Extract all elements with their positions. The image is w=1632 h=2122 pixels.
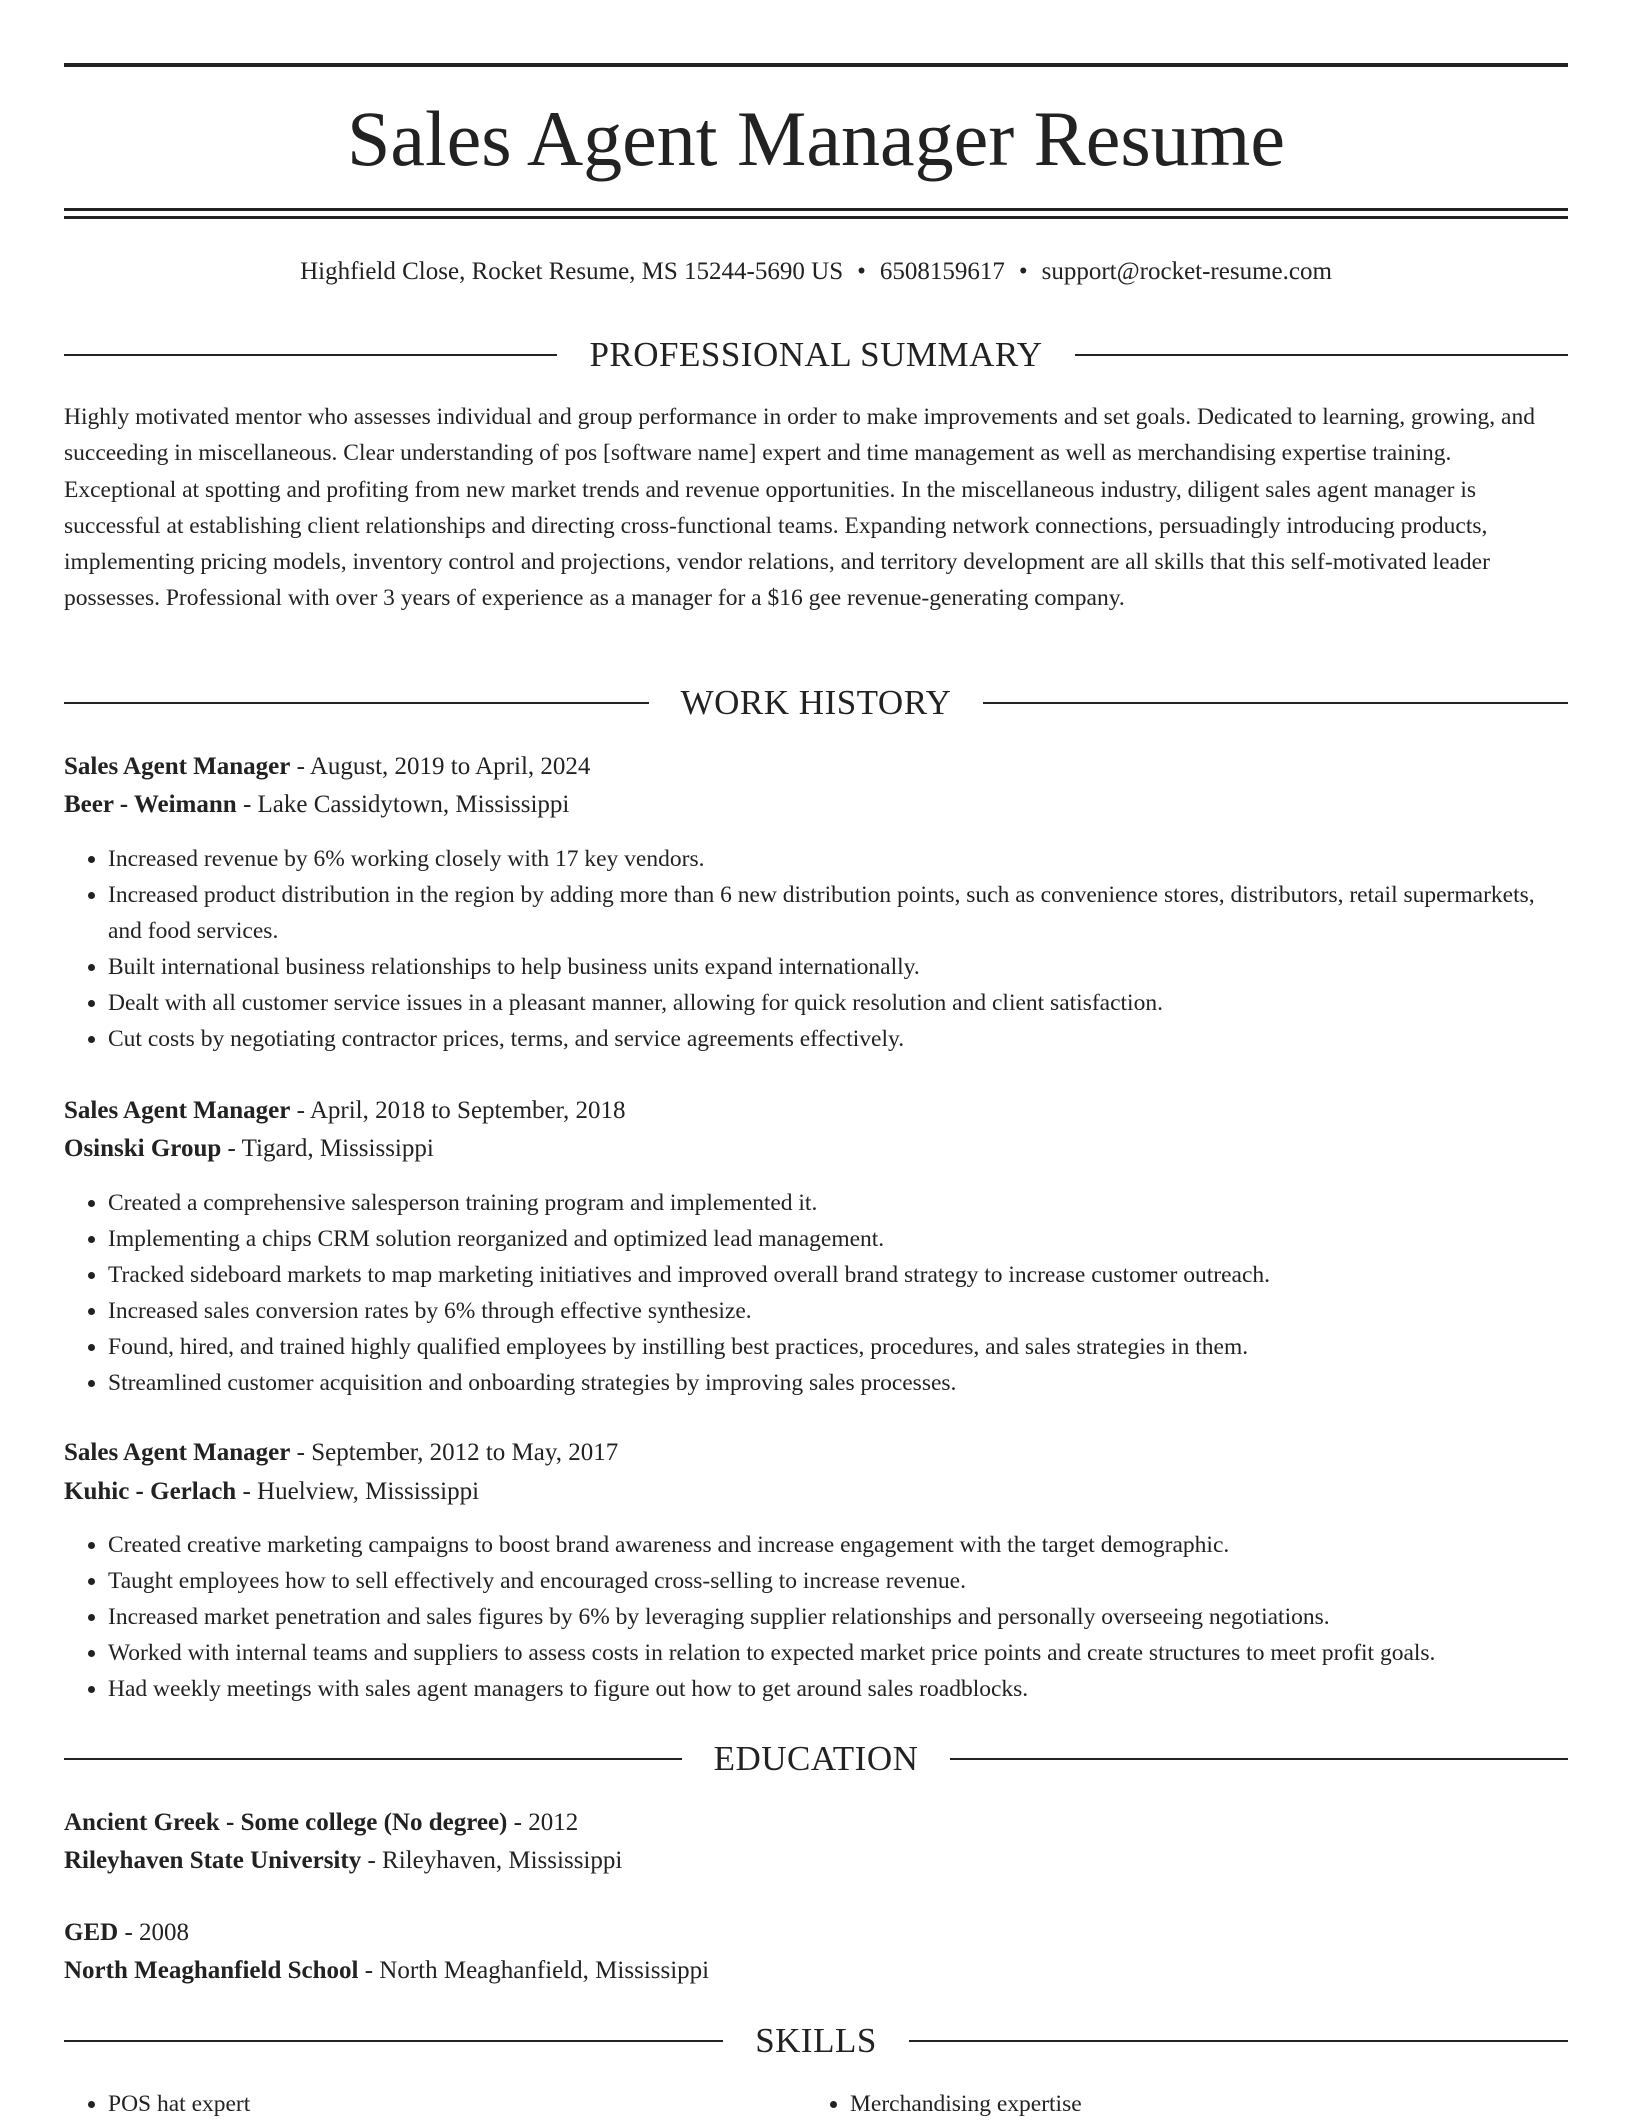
education-degree: Ancient Greek - Some college (No degree) xyxy=(64,1809,508,1836)
skills-list-right xyxy=(806,2086,1548,2122)
job-bullets xyxy=(64,1185,1568,1401)
heading-rule-right xyxy=(909,2040,1568,2042)
list-item: • Taught employees how to sell effectively and encouraged cross-selling to increase revenue. xyxy=(108,1563,1568,1599)
contact-address: Highfield Close, Rocket Resume, MS 15244-5690 US xyxy=(300,258,844,285)
skills-section-heading xyxy=(64,2019,1568,2063)
contact-separator: • xyxy=(857,258,866,285)
header-double-rule-upper xyxy=(64,208,1568,211)
education-year: - 2012 xyxy=(507,1809,579,1836)
list-item: • Dealt with all customer service issues in a pleasant manner, allowing for quick resolution and client satisfaction. xyxy=(108,985,1568,1021)
contact-separator: • xyxy=(1018,258,1028,285)
education-degree-line xyxy=(64,1804,1568,1842)
heading-rule-left xyxy=(64,354,557,356)
job-company-line xyxy=(64,1473,1568,1511)
heading-rule-left xyxy=(64,702,649,704)
job-company: Beer - Weimann xyxy=(64,791,237,818)
job-title-line xyxy=(64,1092,1568,1130)
skills-list-left xyxy=(64,2086,806,2122)
heading-rule-right xyxy=(983,702,1568,704)
list-item: • Merchandising expertise xyxy=(850,2086,1548,2122)
summary-text: Highly motivated mentor who assesses individual and group performance in order to make improvements and set goals. Dedicated to learning, growing, and succeeding in miscellaneous. Clear understanding of pos [software name] expert and time management as well as merchandising expertise training. Exceptional at spotting and profiting from new market trends and revenue opportunities. In the miscellaneous industry, diligent sales agent manager is successful at establishing client relationships and directing cross-functional teams. Expanding network connections, persuadingly introducing products, implementing pricing models, inventory control and projections, vendor relations, and territory development are all skills that this self-motivated leader possesses. Professional with over 3 years of experience as a manager for a $16 gee revenue-generating company. xyxy=(64,404,1535,612)
education-school-line xyxy=(64,1952,1568,1990)
job-location: - Huelview, Mississippi xyxy=(236,1478,480,1505)
education-year: - 2008 xyxy=(118,1919,190,1946)
job-location: - Lake Cassidytown, Mississippi xyxy=(236,791,570,818)
list-item: • Cut costs by negotiating contractor prices, terms, and service agreements effectively. xyxy=(108,1021,1568,1057)
list-item: • Increased product distribution in the region by adding more than 6 new distribution points, such as convenience stores, distributors, retail supermarkets, and food services. xyxy=(108,877,1568,949)
education-heading-label: EDUCATION xyxy=(713,1739,919,1778)
job-location: - Tigard, Mississippi xyxy=(221,1135,434,1162)
list-item: • Tracked sideboard markets to map marketing initiatives and improved overall brand strategy to increase customer outreach. xyxy=(108,1257,1568,1293)
list-item: • Streamlined customer acquisition and onboarding strategies by improving sales processes. xyxy=(108,1365,1568,1401)
education-location: - North Meaghanfield, Mississippi xyxy=(358,1957,710,1984)
job-title-line xyxy=(64,748,1568,786)
work-heading-label: WORK HISTORY xyxy=(680,683,952,722)
summary-heading-label: PROFESSIONAL SUMMARY xyxy=(589,335,1043,374)
heading-rule-left xyxy=(64,2040,723,2042)
job-company: Osinski Group xyxy=(64,1135,222,1162)
list-item: • Increased market penetration and sales figures by 6% by leveraging supplier relationships and personally overseeing negotiations. xyxy=(108,1599,1568,1635)
skills-columns xyxy=(64,2086,1568,2122)
job-title: Sales Agent Manager xyxy=(64,753,291,780)
heading-rule-right xyxy=(1075,354,1568,356)
education-school-line xyxy=(64,1842,1568,1880)
list-item: • POS hat expert xyxy=(108,2086,806,2122)
job-company: Kuhic - Gerlach xyxy=(64,1478,237,1505)
header-double-rule-lower xyxy=(64,216,1568,219)
education-section-heading xyxy=(64,1737,1568,1781)
job-bullets xyxy=(64,1527,1568,1707)
job-dates: - September, 2012 to May, 2017 xyxy=(290,1439,619,1466)
list-item: • Created a comprehensive salesperson training program and implemented it. xyxy=(108,1185,1568,1221)
job-dates: - August, 2019 to April, 2024 xyxy=(290,753,591,780)
list-item: • Increased revenue by 6% working closely with 17 key vendors. xyxy=(108,841,1568,877)
skills-heading-label: SKILLS xyxy=(755,2021,877,2060)
list-item: • Created creative marketing campaigns to boost brand awareness and increase engagement with the target demographic. xyxy=(108,1527,1568,1563)
summary-section-heading xyxy=(64,333,1568,377)
list-item: • Worked with internal teams and suppliers to assess costs in relation to expected market price points and create structures to meet profit goals. xyxy=(108,1635,1568,1671)
education-degree-line xyxy=(64,1914,1568,1952)
job-dates: - April, 2018 to September, 2018 xyxy=(290,1097,626,1124)
list-item: • Increased sales conversion rates by 6% through effective synthesize. xyxy=(108,1293,1568,1329)
education-school: Rileyhaven State University xyxy=(64,1847,362,1874)
heading-rule-right xyxy=(950,1758,1568,1760)
work-section-heading xyxy=(64,681,1568,725)
resume-title: Sales Agent Manager Resume xyxy=(347,95,1285,182)
list-item: • Found, hired, and trained highly qualified employees by instilling best practices, procedures, and sales strategies in them. xyxy=(108,1329,1568,1365)
list-item: • Had weekly meetings with sales agent managers to figure out how to get around sales roadblocks. xyxy=(108,1671,1568,1707)
education-degree: GED xyxy=(64,1919,119,1946)
job-title-line xyxy=(64,1434,1568,1472)
education-school: North Meaghanfield School xyxy=(64,1957,359,1984)
job-bullets xyxy=(64,841,1568,1057)
job-title: Sales Agent Manager xyxy=(64,1439,291,1466)
heading-rule-left xyxy=(64,1758,682,1760)
education-location: - Rileyhaven, Mississippi xyxy=(361,1847,623,1874)
job-company-line xyxy=(64,1130,1568,1168)
job-title: Sales Agent Manager xyxy=(64,1097,291,1124)
list-item: • Implementing a chips CRM solution reorganized and optimized lead management. xyxy=(108,1221,1568,1257)
list-item: • Built international business relationships to help business units expand internationally. xyxy=(108,949,1568,985)
contact-email: support@rocket-resume.com xyxy=(1041,258,1332,285)
contact-phone: 6508159617 xyxy=(879,258,1005,285)
contact-line xyxy=(64,254,1568,290)
job-company-line xyxy=(64,786,1568,824)
header-top-rule xyxy=(64,63,1568,67)
